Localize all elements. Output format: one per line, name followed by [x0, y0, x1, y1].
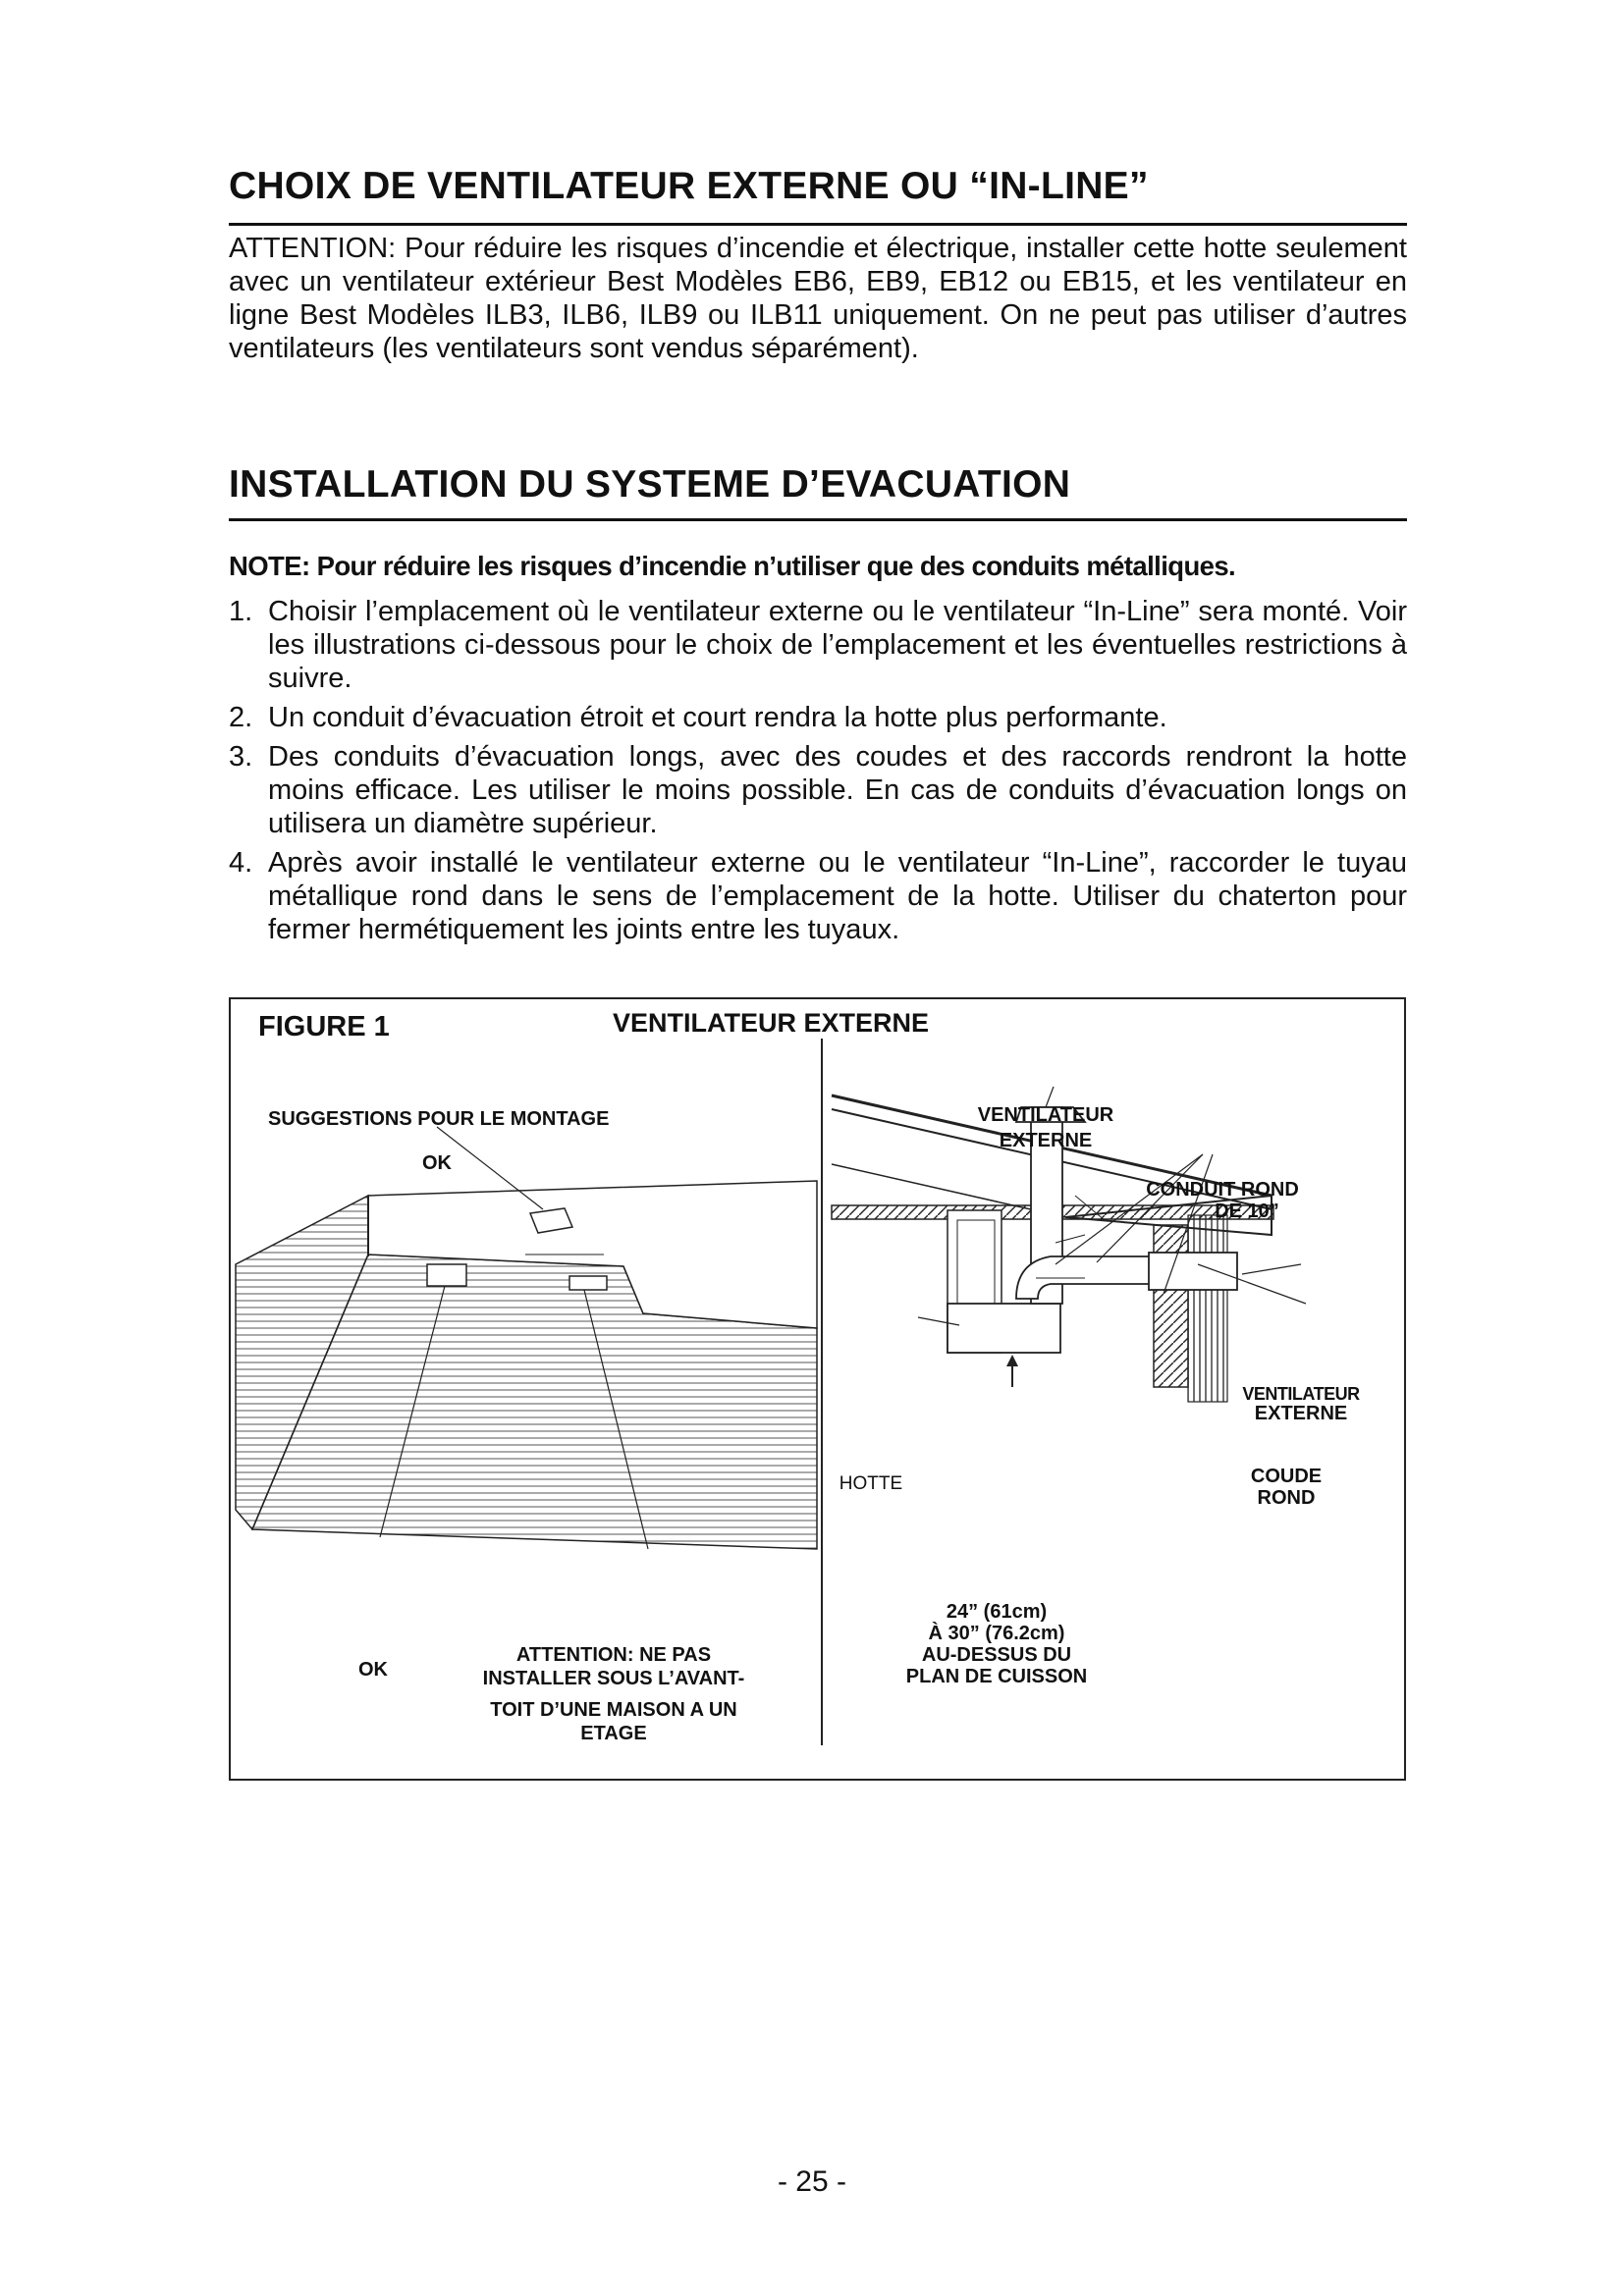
step-text: Après avoir installé le ventilateur externe ou le ventilateur “In-Line”, raccorder le tuyau métallique rond dans le sens de l’emplacement de la hotte. Utiliser du chaterton pour fermer hermétiquement les joints entre les tuyaux. — [268, 847, 1407, 945]
step-number: 1. — [229, 596, 253, 627]
wall-cap-icon — [1149, 1253, 1237, 1290]
conduit-rond-label: DE 10” — [1215, 1201, 1279, 1222]
conduit-rond-label: CONDUIT ROND — [1146, 1179, 1299, 1201]
coude-rond-label: ROND — [1257, 1487, 1316, 1509]
distance-line: 24” (61cm) — [946, 1601, 1048, 1623]
title-underline — [229, 518, 1407, 521]
page-number: - 25 - — [777, 2165, 847, 2198]
hotte-label: HOTTE — [839, 1473, 903, 1494]
installation-steps — [229, 595, 1407, 952]
figure-label: FIGURE 1 — [258, 1011, 390, 1042]
ventilateur-top-label: VENTILATEUR — [977, 1104, 1114, 1126]
wall-vent-icon — [427, 1264, 466, 1286]
step-item — [229, 595, 1407, 695]
warning-line: INSTALLER SOUS L’AVANT- — [482, 1668, 745, 1689]
step-item — [229, 701, 1407, 734]
step-number: 2. — [229, 702, 253, 733]
figure-1 — [229, 997, 1406, 1781]
hood-shape — [947, 1304, 1060, 1353]
step-text: Un conduit d’évacuation étroit et court rendra la hotte plus performante. — [268, 702, 1167, 733]
ok-label: OK — [422, 1152, 452, 1174]
coude-rond-label: COUDE — [1250, 1466, 1323, 1487]
step-number: 3. — [229, 741, 253, 773]
step-text: Choisir l’emplacement où le ventilateur externe ou le ventilateur “In-Line” sera monté. Voir les illustrations ci-dessous pour le choix de l’emplacement et les éventuelles restrictions à suivre. — [268, 596, 1407, 694]
step-item — [229, 846, 1407, 946]
warning-line: ATTENTION: NE PAS — [515, 1644, 712, 1666]
ventilateur-top-label: EXTERNE — [999, 1130, 1093, 1151]
warning-line: ETAGE — [580, 1723, 647, 1744]
ok-label: OK — [358, 1659, 388, 1681]
suggestions-label: SUGGESTIONS POUR LE MONTAGE — [268, 1108, 610, 1130]
figure-title: VENTILATEUR EXTERNE — [612, 1008, 930, 1038]
title-underline — [229, 223, 1407, 226]
distance-line: AU-DESSUS DU — [921, 1644, 1072, 1666]
note-metal-ducts: NOTE: Pour réduire les risques d’incendie n’utiliser que des conduits métalliques. — [229, 551, 1236, 581]
warning-line: TOIT D’UNE MAISON A UN — [490, 1699, 737, 1721]
ventilateur-side-label: VENTILATEUR — [1242, 1384, 1360, 1404]
house-illustration — [236, 1127, 817, 1549]
step-number: 4. — [229, 847, 253, 879]
section-title-installation: INSTALLATION DU SYSTEME D’EVACUATION — [229, 463, 1071, 506]
distance-line: PLAN DE CUISSON — [905, 1666, 1088, 1687]
eave-vent-icon — [569, 1276, 607, 1290]
step-item — [229, 740, 1407, 840]
step-text: Des conduits d’évacuation longs, avec des coudes et des raccords rendront la hotte moins efficace. Les utiliser le moins possible. En cas de conduits d’évacuation longs on utilisera un diamètre supérieur. — [268, 741, 1407, 839]
section-title-ventilateur-choice: CHOIX DE VENTILATEUR EXTERNE OU “IN-LINE” — [229, 165, 1149, 207]
distance-line: À 30” (76.2cm) — [928, 1623, 1065, 1644]
attention-paragraph: ATTENTION: Pour réduire les risques d’incendie et électrique, installer cette hotte seulement avec un ventilateur extérieur Best Modèles EB6, EB9, EB12 ou EB15, et les ventilateur en ligne Best Modèles ILB3, ILB6, ILB9 ou ILB11 uniquement. On ne peut pas utiliser d’autres ventilateurs (les ventilateurs sont vendus séparément). — [229, 233, 1407, 364]
ventilateur-side-label: EXTERNE — [1254, 1403, 1348, 1424]
